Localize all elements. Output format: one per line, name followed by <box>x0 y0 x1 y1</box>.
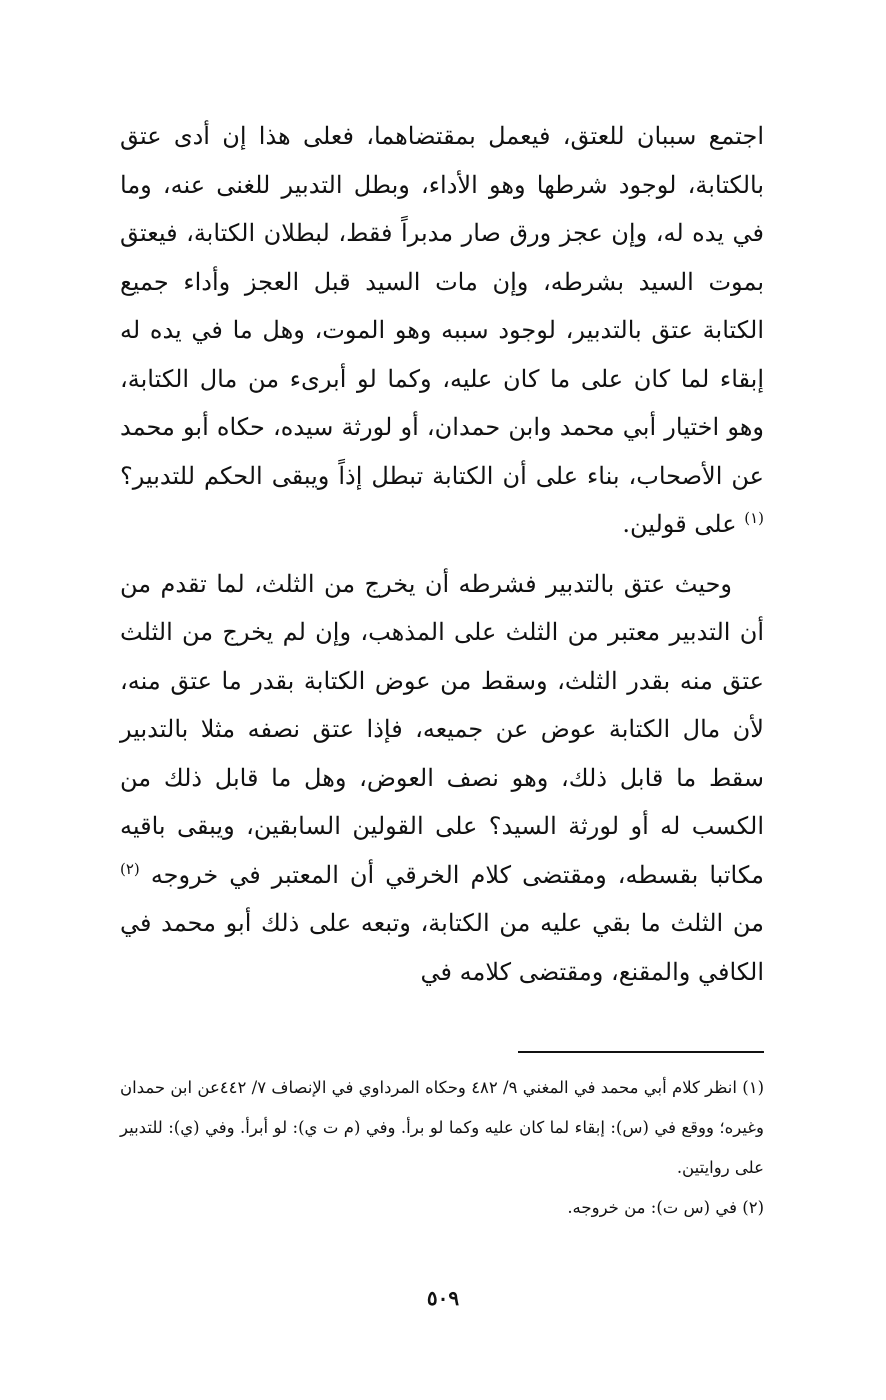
footnote-separator <box>518 1051 764 1053</box>
footnote-ref-1: (١) <box>744 509 764 527</box>
page-number: ٥٠٩ <box>426 1286 460 1310</box>
paragraph-2-text: وحيث عتق بالتدبير فشرطه أن يخرج من الثلث، لما تقدم من أن التدبير معتبر من الثلث على المذهب، وإن لم يخرج من الثلث عتق منه بقدر الثلث، وسقط من عوض الكتابة بقدر ما عتق منه، لأن مال الكتابة عوض عن جميعه، فإذا عتق نصفه مثلا بالتدبير سقط ما قابل ذلك، وهو نصف العوض، وهل ما قابل ذلك من الكسب له أو لورثة السيد؟ على القولين السابقين، ويبقى باقيه مكاتبا بقسطه، ومقتضى كلام الخرقي أن المعتبر في خروجه <box>120 569 764 889</box>
footnote-ref-2: (٢) <box>120 859 140 878</box>
paragraph-1 <box>120 112 764 549</box>
main-text <box>120 112 764 996</box>
paragraph-1-tail: على قولين. <box>622 510 737 538</box>
footnote-1: (١) انظر كلام أبي محمد في المغني ٩/ ٤٨٢ وحكاه المرداوي في الإنصاف ٧/ ٤٤٢عن ابن حمدان وغيره؛ ووقع في (س): إبقاء لما كان عليه وكما لو برأ. وفي (م ت ي): لو أبرأ. وفي (ي): للتدبير على روايتين. <box>120 1078 765 1177</box>
footnote-2: (٢) في (س ت): من خروجه. <box>567 1198 764 1217</box>
paragraph-2 <box>120 560 764 997</box>
paragraph-1-text: اجتمع سببان للعتق، فيعمل بمقتضاهما، فعلى هذا إن أدى عتق بالكتابة، لوجود شرطها وهو الأداء، وبطل التدبير للغنى عنه، وما في يده له، وإن عجز ورق صار مدبراً فقط، لبطلان الكتابة، فيعتق بموت السيد بشرطه، وإن مات السيد قبل العجز وأداء جميع الكتابة عتق بالتدبير، لوجود سببه وهو الموت، وهل ما في يده له إبقاء لما كان على ما كان عليه، وكما لو أبرىء من مال الكتابة، وهو اختيار أبي محمد وابن حمدان، أو لورثة سيده، حكاه أبو محمد عن الأصحاب، بناء على أن الكتابة تبطل إذاً ويبقى الحكم للتدبير؟ <box>120 122 765 490</box>
paragraph-2-tail: من الثلث ما بقي عليه من الكتابة، وتبعه على ذلك أبو محمد في الكافي والمقنع، ومقتضى كلامه في <box>120 909 764 986</box>
footnotes <box>120 1068 764 1228</box>
